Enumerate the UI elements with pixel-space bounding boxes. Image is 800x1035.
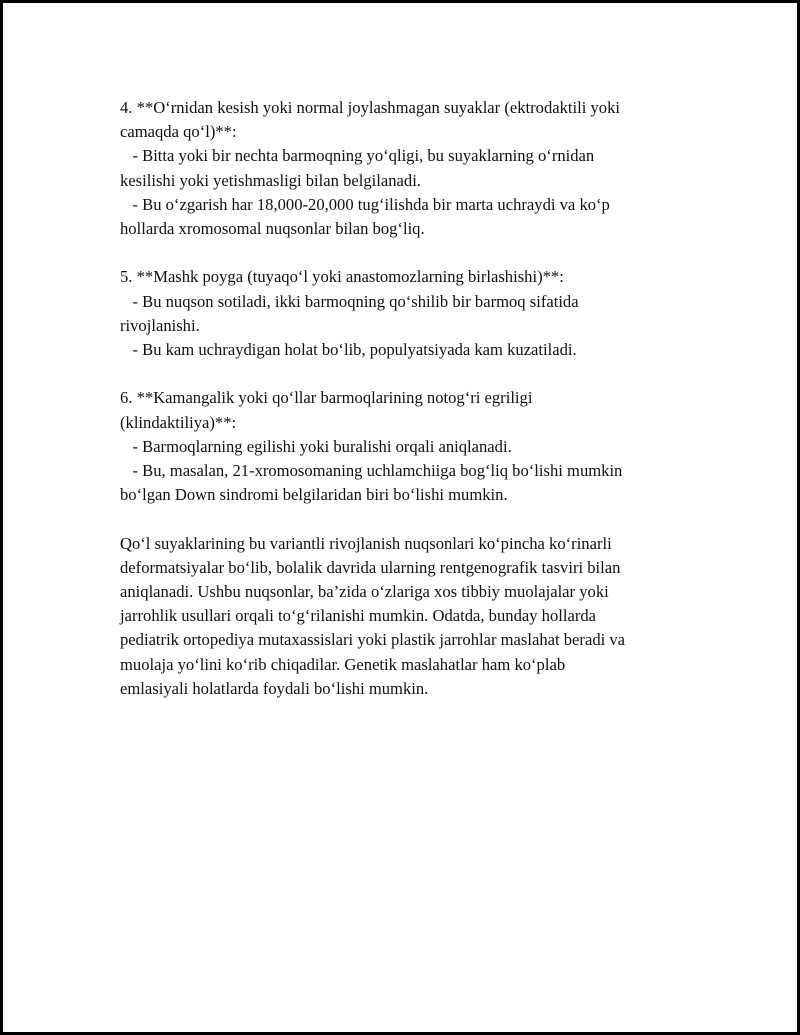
section-heading-line: 6. **Kamangalik yoki qo‘llar barmoqlarining notog‘ri egriligi <box>120 388 533 408</box>
bullet-text-line: - Bitta yoki bir nechta barmoqning yo‘qligi, bu suyaklarning o‘rnidan <box>120 146 595 166</box>
conclusion-line: deformatsiyalar bo‘lib, bolalik davrida ularning rentgenografik tasviri bilan <box>120 557 621 577</box>
section-heading-line: 4. **O‘rnidan kesish yoki normal joylashmagan suyaklar (ektrodaktili yoki <box>120 98 621 117</box>
paragraph-gap <box>120 507 710 531</box>
conclusion-line: emlasiyali holatlarda foydali bo‘lishi mumkin. <box>120 678 429 698</box>
conclusion-paragraph <box>120 532 710 701</box>
bullet-text-line: rivojlanishi. <box>120 315 200 335</box>
paragraph-gap <box>120 362 710 386</box>
bullet-text-line: - Barmoqlarning egilishi yoki buralishi orqali aniqlanadi. <box>120 436 512 456</box>
section-heading-line: (klindaktiliya)**: <box>120 412 237 432</box>
bullet-text-line: - Bu o‘zgarish har 18,000-20,000 tug‘ilishda bir marta uchraydi va ko‘p <box>120 194 610 214</box>
paragraph-gap <box>120 241 710 265</box>
document-body <box>120 96 710 701</box>
conclusion-line: pediatrik ortopediya mutaxassislari yoki plastik jarrohlar maslahat beradi va <box>120 630 626 650</box>
section-6 <box>120 386 710 507</box>
section-heading-line: camaqda qo‘l)**: <box>120 122 237 142</box>
bullet-text-line: kesilishi yoki yetishmasligi bilan belgilanadi. <box>120 170 421 190</box>
bullet-text-line: - Bu, masalan, 21-xromosomaning uchlamchiiga bog‘liq bo‘lishi mumkin <box>120 461 623 481</box>
bullet-text-line: - Bu kam uchraydigan holat bo‘lib, populyatsiyada kam kuzatiladi. <box>120 340 577 360</box>
section-4 <box>120 96 710 241</box>
conclusion-line: jarrohlik usullari orqali to‘g‘rilanishi mumkin. Odatda, bunday hollarda <box>120 606 597 626</box>
conclusion-line: muolaja yo‘lini ko‘rib chiqadilar. Genetik maslahatlar ham ko‘plab <box>120 654 566 674</box>
section-heading-line: 5. **Mashk poyga (tuyaqo‘l yoki anastomozlarning birlashishi)**: <box>120 267 564 287</box>
conclusion-line: Qo‘l suyaklarining bu variantli rivojlanish nuqsonlari ko‘pincha ko‘rinarli <box>120 533 612 553</box>
bullet-text-line: - Bu nuqson sotiladi, ikki barmoqning qo‘shilib bir barmoq sifatida <box>120 291 579 311</box>
section-5 <box>120 265 710 362</box>
bullet-text-line: bo‘lgan Down sindromi belgilaridan biri bo‘lishi mumkin. <box>120 485 508 505</box>
bullet-text-line: hollarda xromosomal nuqsonlar bilan bog‘liq. <box>120 219 425 239</box>
conclusion-line: aniqlanadi. Ushbu nuqsonlar, ba’zida o‘zlariga xos tibbiy muolajalar yoki <box>120 582 609 602</box>
